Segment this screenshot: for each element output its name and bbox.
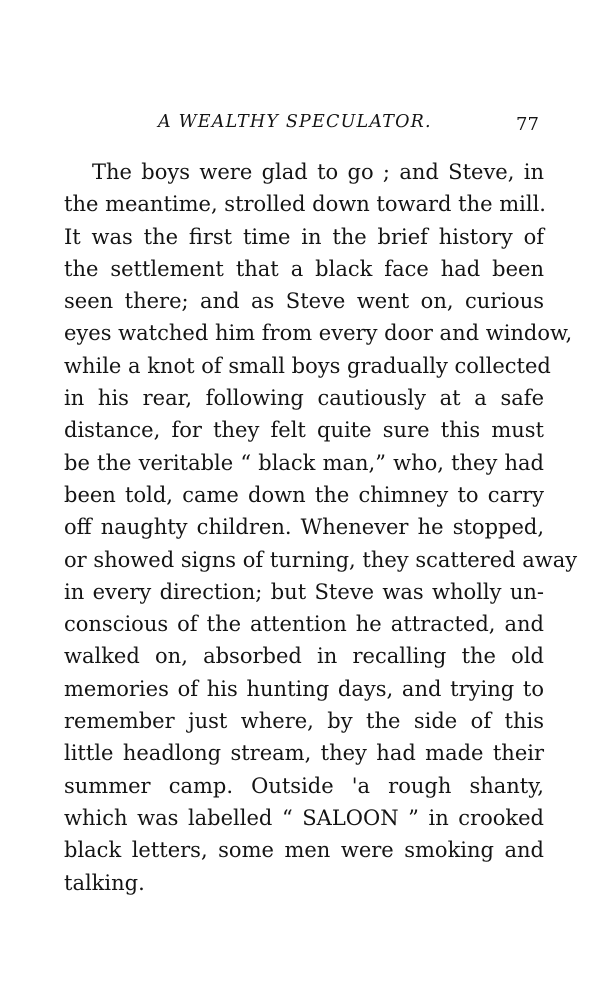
text-line: walked on, absorbed in recalling the old [64,644,544,669]
text-line: little headlong stream, they had made their [64,741,544,766]
text-line: remember just where, by the side of this [64,709,544,734]
page-number: 77 [516,114,539,135]
text-line: summer camp. Outside 'a rough shanty, [64,773,544,798]
text-line: the settlement that a black face had been [64,256,544,281]
text-line: in every direction; but Steve was wholly un- [64,579,544,604]
text-line: which was labelled “ SALOON ” in crooked [64,805,544,830]
text-line: memories of his hunting days, and trying to [64,676,544,701]
text-line: eyes watched him from every door and window, [64,321,573,346]
text-line: It was the first time in the brief history of [64,224,544,249]
text-line: The boys were glad to go ; and Steve, in [92,160,544,184]
text-line: talking. [64,870,145,895]
text-line: been told, came down the chimney to carry [64,482,544,507]
text-line: black letters, some men were smoking and [64,838,544,863]
text-line: or showed signs of turning, they scattered away [64,547,578,572]
text-line: distance, for they felt quite sure this must [64,418,544,443]
running-title: A WEALTHY SPECULATOR. [158,112,432,132]
text-line: conscious of the attention he attracted, and [64,612,544,637]
text-line: seen there; and as Steve went on, curious [64,289,544,314]
text-line: off naughty children. Whenever he stopped, [64,515,544,540]
text-line: the meantime, strolled down toward the mill. [64,192,546,217]
body-text [64,156,578,899]
text-line: in his rear, following cautiously at a safe [64,386,544,411]
running-head [0,112,601,142]
text-line: be the veritable “ black man,” who, they had [64,450,544,475]
text-line: while a knot of small boys gradually collected [64,353,551,378]
